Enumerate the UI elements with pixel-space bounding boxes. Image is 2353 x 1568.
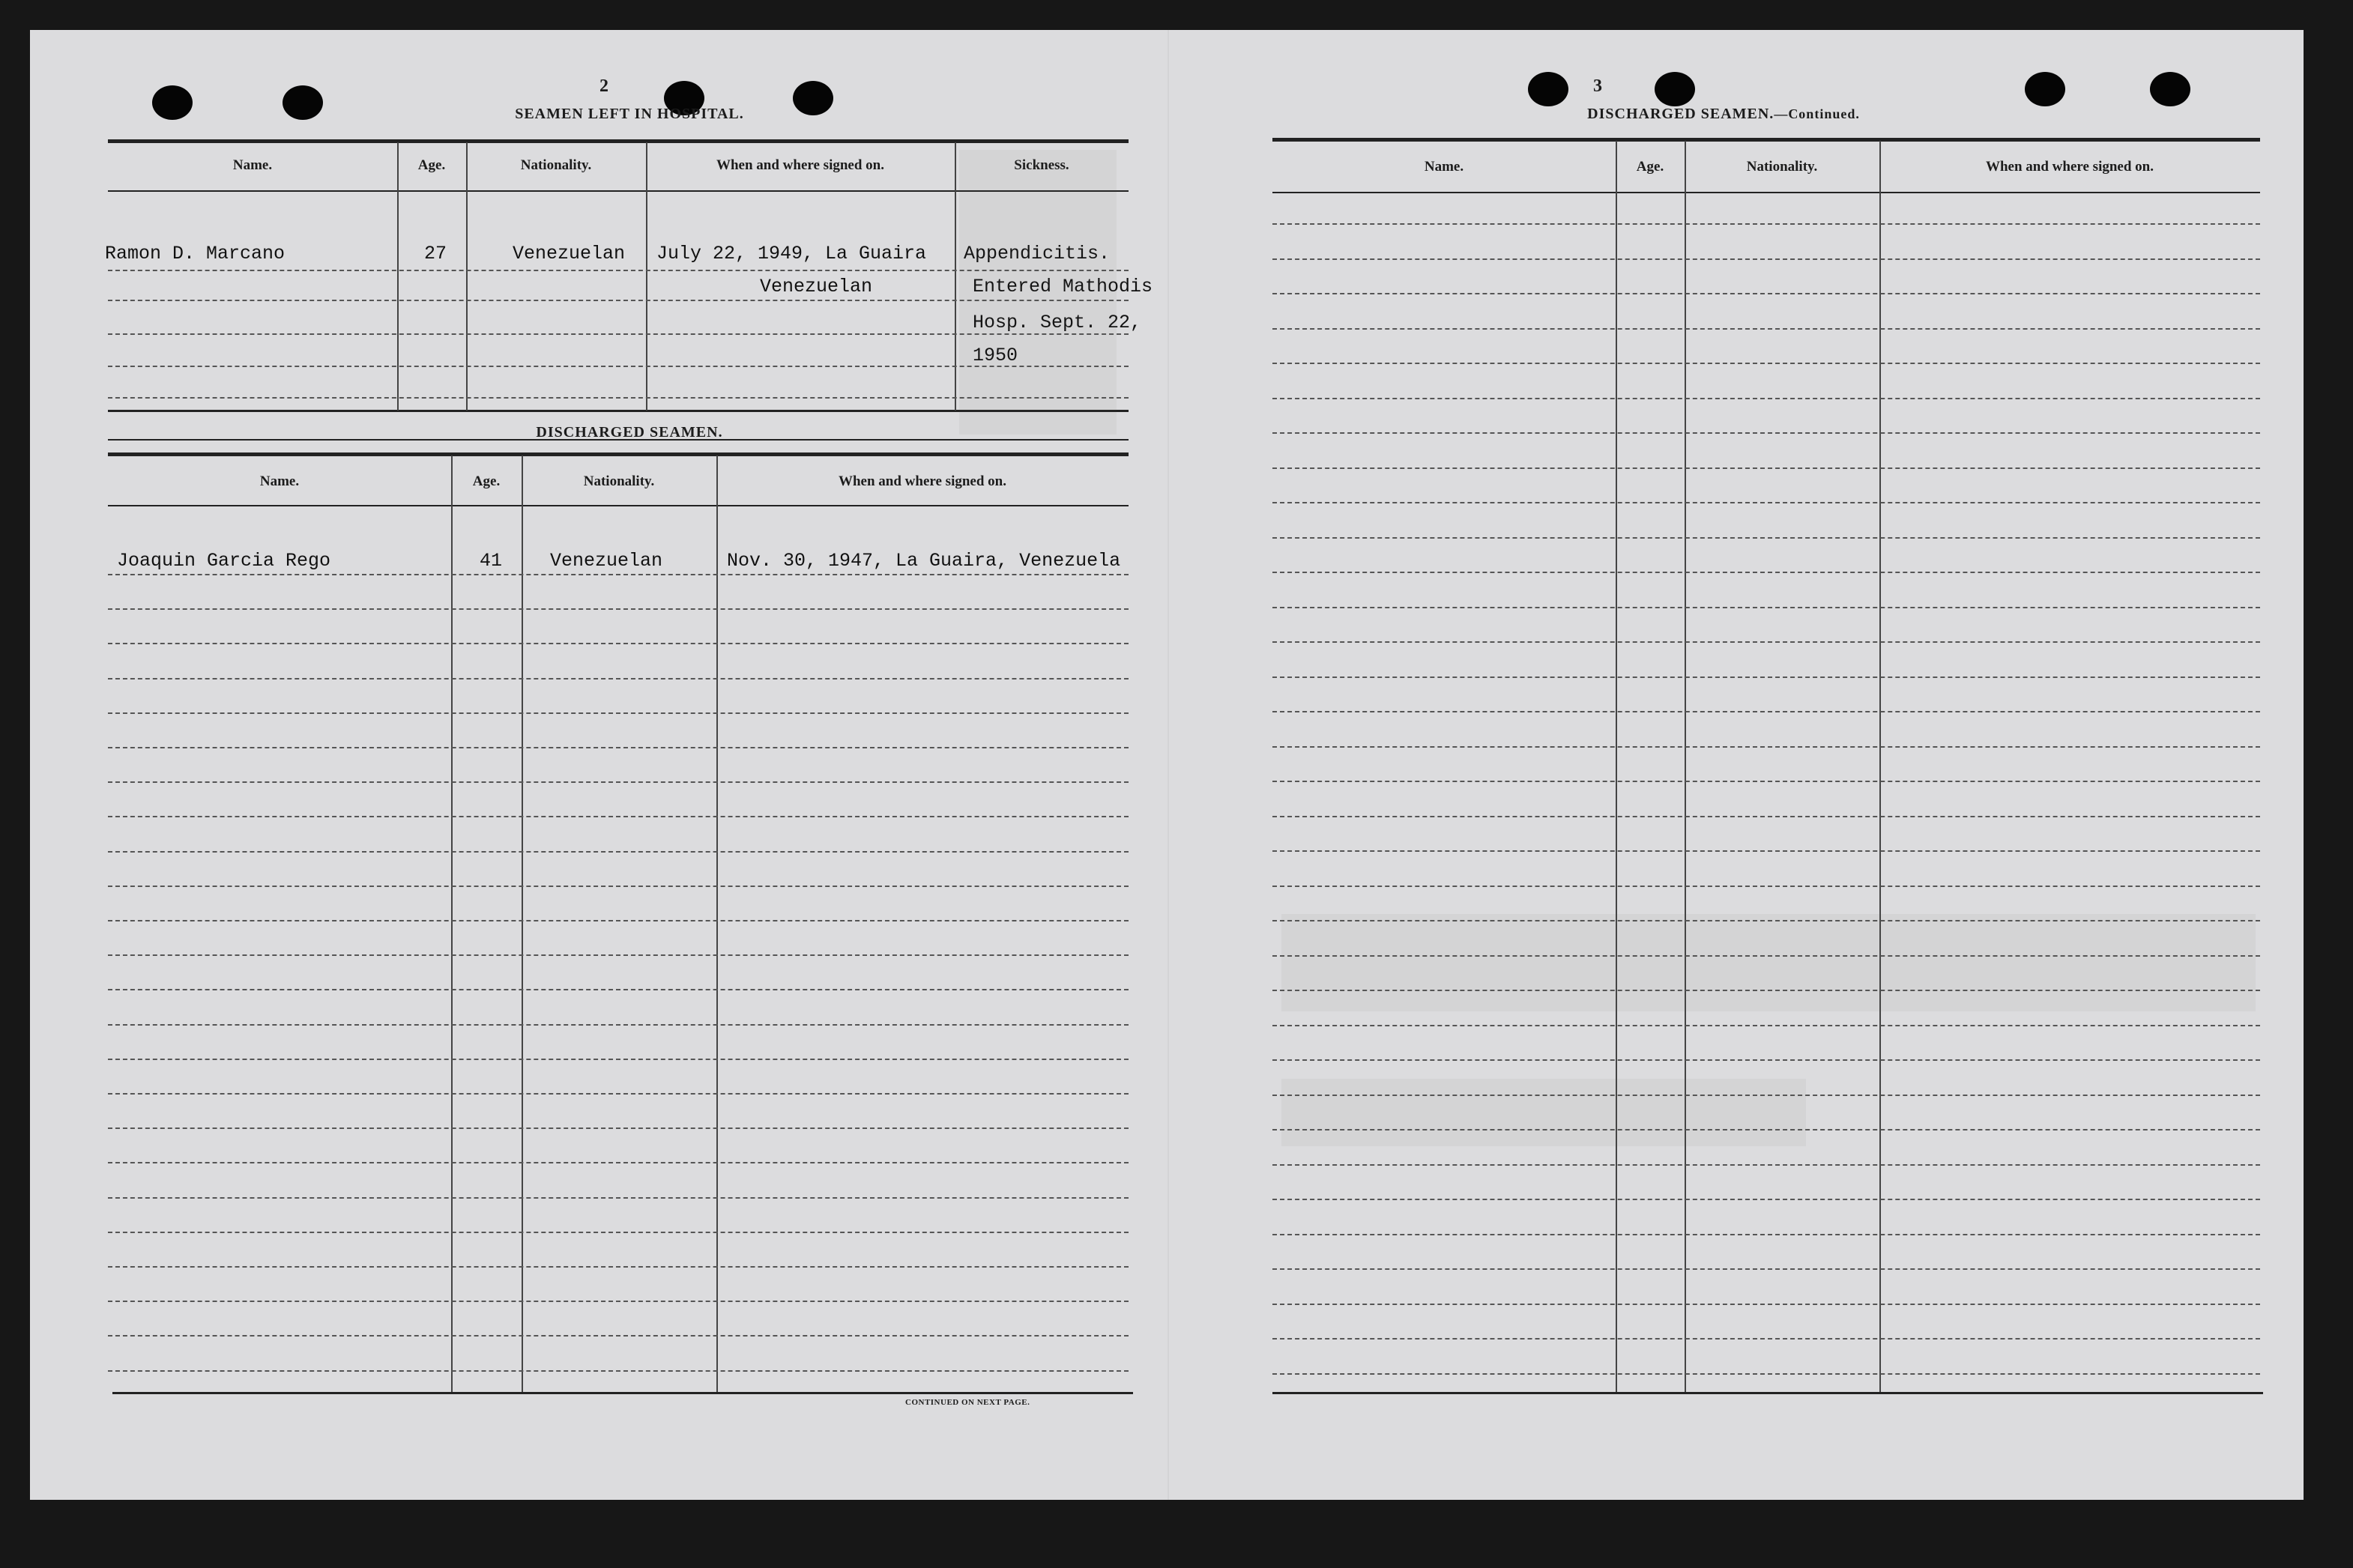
header-signed-on: When and where signed on. [716,157,884,173]
header-rule [108,505,1129,506]
row-line [1272,572,2260,573]
row-line [1272,1199,2260,1200]
left-page [30,30,1169,1500]
hospital-entry-sickness: Hosp. Sept. 22, [973,312,1142,333]
document-sheet [30,30,2304,1500]
punch-hole [2025,72,2065,106]
row-line [1272,816,2260,817]
row-line [108,1162,1129,1163]
column-divider [451,455,453,1392]
right-page [1169,30,2304,1500]
row-line [1272,1373,2260,1375]
table-bottom-rule [112,1392,1133,1394]
table-top-rule [108,452,1129,456]
punch-hole [2150,72,2190,106]
header-signed-on: When and where signed on. [838,473,1006,489]
row-line [1272,502,2260,503]
row-line [108,574,1129,575]
hospital-entry-sickness: Entered Mathodis [973,276,1153,297]
punch-hole [1528,72,1568,106]
header-name: Name. [1424,159,1464,175]
table-top-rule [1272,138,2260,142]
row-line [1272,641,2260,643]
row-line [1272,328,2260,330]
hospital-section-title: SEAMEN LEFT IN HOSPITAL. [515,106,744,122]
page-number: 2 [599,76,608,96]
row-line [108,608,1129,610]
row-line [1272,432,2260,434]
show-through-text [959,150,1117,435]
row-line [108,1059,1129,1060]
header-nationality: Nationality. [583,473,655,489]
continued-note: CONTINUED ON NEXT PAGE. [905,1398,1030,1407]
discharged-continued-title [1529,106,1918,123]
discharged-entry-nationality: Venezuelan [550,550,663,572]
row-line [1272,293,2260,294]
row-line [1272,781,2260,782]
row-line [108,747,1129,748]
table-bottom-rule [1272,1392,2263,1394]
column-divider [646,142,647,411]
table-top-rule [108,139,1129,143]
discharged-entry-signed-on: Nov. 30, 1947, La Guaira, Venezuela [727,550,1121,572]
row-line [1272,1234,2260,1235]
column-divider [397,142,399,411]
hospital-entry-sickness: 1950 [973,345,1018,366]
row-line [1272,258,2260,260]
row-line [1272,676,2260,678]
row-line [108,989,1129,990]
header-signed-on: When and where signed on. [1985,159,2154,175]
row-line [1272,1025,2260,1026]
column-divider [955,142,956,411]
row-line [108,954,1129,956]
row-line [108,678,1129,679]
row-line [1272,537,2260,539]
discharged-section-title: DISCHARGED SEAMEN. [536,424,723,441]
hospital-entry-signed-on: Venezuelan [760,276,873,297]
discharged-entry-age: 41 [480,550,503,572]
row-line [108,1232,1129,1233]
row-line [108,851,1129,853]
row-line [108,781,1129,783]
show-through-text [1281,1079,1806,1146]
section-title-text: DISCHARGED SEAMEN. [1587,106,1774,122]
header-age: Age. [472,473,501,489]
header-name: Name. [232,157,273,173]
row-line [108,1197,1129,1199]
row-line [1272,711,2260,712]
row-line [1272,607,2260,608]
header-nationality: Nationality. [1746,159,1818,175]
punch-hole [152,85,193,120]
row-line [108,1370,1129,1372]
show-through-text [1281,914,2256,1011]
row-line [1272,223,2260,225]
hospital-entry-nationality: Venezuelan [513,243,626,264]
row-line [108,1024,1129,1026]
header-age: Age. [417,157,446,173]
row-line [108,643,1129,644]
header-rule [1272,192,2260,193]
row-line [1272,1059,2260,1061]
row-line [1272,1304,2260,1305]
row-line [108,1301,1129,1302]
row-line [108,712,1129,714]
section-title-continued: —Continued. [1774,106,1860,121]
column-divider [522,455,523,1392]
row-line [108,1093,1129,1095]
column-divider [466,142,468,411]
header-sickness: Sickness. [1014,157,1069,173]
row-line [108,1266,1129,1268]
row-line [1272,398,2260,399]
header-nationality: Nationality. [520,157,592,173]
punch-hole [1655,72,1695,106]
hospital-entry-sickness: Appendicitis. [964,243,1111,264]
discharged-entry-name: Joaquin Garcia Rego [117,550,331,572]
hospital-entry-name: Ramon D. Marcano [105,243,286,264]
header-name: Name. [259,473,300,489]
row-line [1272,850,2260,852]
page-number: 3 [1593,76,1602,96]
row-line [108,1127,1129,1129]
punch-hole [283,85,323,120]
row-line [1272,1338,2260,1340]
row-line [1272,467,2260,469]
row-line [1272,1164,2260,1166]
row-line [108,1335,1129,1337]
hospital-entry-age: 27 [424,243,447,264]
column-divider [716,455,718,1392]
row-line [1272,363,2260,364]
row-line [1272,746,2260,748]
header-age: Age. [1636,159,1664,175]
row-line [1272,886,2260,887]
hospital-entry-signed-on: July 22, 1949, La Guaira [656,243,927,264]
row-line [108,886,1129,887]
row-line [1272,1268,2260,1270]
row-line [108,816,1129,817]
row-line [108,920,1129,921]
